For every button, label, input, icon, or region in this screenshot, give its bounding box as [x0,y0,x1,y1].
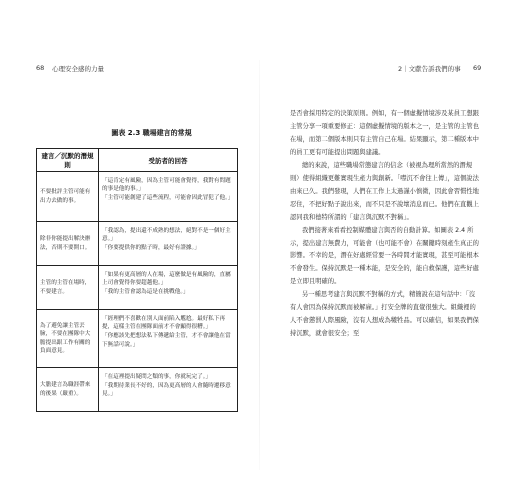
right-page-number: 69 [473,64,482,72]
response-quote: 「如果有更高層的人在場，這麼做是有風險的，直屬上司會覺得你要超越他。」 [102,272,231,287]
response-quote: 「經理們不喜歡在別人面前陷入尷尬。最好私下再提，這樣主管在團隊面前才不會顯得很糟。」 [102,316,226,331]
response-quote: 「你要提供你的點子時，最好有證據。」 [102,245,200,252]
table-row [37,310,238,368]
rule-cell: 大膽建言為職涯帶來的後果（嚴重）。 [37,368,99,412]
figure-caption: 圖表 2.3 職場建言的常規 [111,129,192,137]
response-quote: 「你應該先把想法私下傳遞給主管，才不會讓他在當下無話可說。」 [102,333,231,348]
responses-cell [99,172,238,222]
book-gutter [259,60,260,470]
response-quote: 「我期待業長不好的，因為更高層的人會隨時遷移意見。」 [102,383,231,398]
table-row [37,222,238,266]
table-row [37,368,238,412]
body-paragraph: 是否會採用特定的決策原則。例如，有一個虛擬情境涉及某員工想跟主管分享一項重要修正：這個虛擬情境的版本之一，是主管的主管也在場，而第二個版本則只有主管自己在場。結果顯示，第二種版本中的員工更有可能提出問題與建議。 [290,110,479,156]
responses-cell [99,310,238,368]
rule-cell: 除非你能提出解決辦法，否則不要開口。 [37,222,99,266]
left-page-number: 68 [36,64,45,72]
table-row [37,172,238,222]
responses-cell [99,368,238,412]
right-running-title: 2｜文獻告訴我們的事 [398,65,461,73]
response-quote: 「在這裡提出疑問之類的事，你就玩完了。」 [102,374,212,380]
column-header-rule: 建言／沉默的潛規則 [37,149,99,172]
rule-cell: 不要批評主管可能有出力去做的事。 [37,172,99,222]
response-quote: 「主管可能創建了這些流程，可能會因此冒犯了他。」 [102,195,234,202]
response-quote: 「我認為，提出還不成熟的想法，絕對不是一個好主意。」 [102,228,231,243]
left-running-title: 心理安全感的力量 [52,65,104,73]
rule-cell: 為了避免讓主管丟臉，不要在團隊中大膽提出跟工作有關的負面意見。 [37,310,99,368]
responses-cell [99,222,238,266]
response-quote: 「這肯定有風險，因為主管可能會覺得，我對有問題的事是他的事。」 [102,178,231,193]
responses-cell [99,266,238,310]
column-header-responses: 受訪者的回答 [99,149,238,172]
body-paragraph: 另一種思考建言與沉默不對稱的方式，精簡說在這句話中：「沒有人會因為保持沉默而被解雇。」打安全牌的直覺很強大。組織裡的人不會懲罰人際風險，沒有人想成為犧牲品。可以確信，如果我們保持沉默，就會很安全；至 [290,291,479,338]
body-paragraph: 總的來說，這些職場常態建言的信念（被視為理所當然的潛規則）使得組織更難實現生產力與創新。「噤沉不會往上傳」，這個說法由來已久。我們發現，人們在工作上太過謹小慎微，因此會習慣性地忍住，不把好點子說出來，而不只是不說壞消息而已。他們在直觀上認同我和德特所謂的「建言與沉默不對稱」。 [290,161,479,221]
body-paragraph: 我們接著來看看控制媒體建言與否的自動計算。如圖表 2.4 所示，提出建言無費力，可能會（也可能不會）在關鍵時刻產生真正的影響。不幸的是，潛在好處經常要一各時間才能實現，甚至可能根本不會發生。保持沉默是一種本能，是安全的，能自救保護，這些好處是立即且明確的。 [290,226,479,286]
table-row [37,266,238,310]
rule-cell: 主管的主管在場時，不要建言。 [37,266,99,310]
voice-rules-table [36,148,238,412]
right-page-body [290,108,480,341]
response-quote: 「我的主管會認為這是在挑戰他。」 [102,289,189,296]
table-header-row [37,149,238,172]
